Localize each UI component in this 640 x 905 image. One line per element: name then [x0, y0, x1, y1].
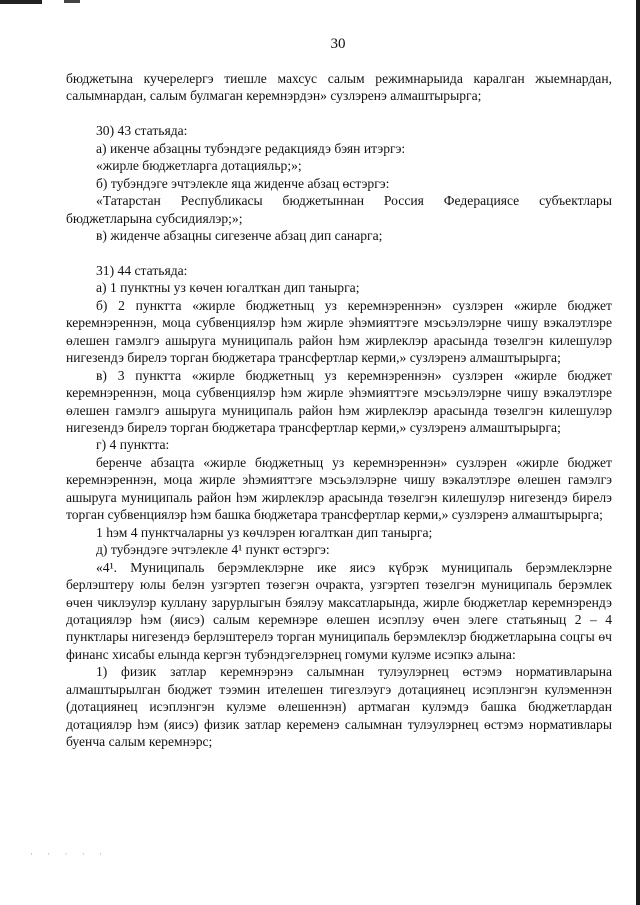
- scan-artifact-top: [0, 0, 42, 4]
- paragraph: 1) физик затлар керемнэрэнэ салымнан тулэулэрнец өстэмэ нормативларына алмаштырылган бюджет тээмин ителешен тигезлэугэ дотациянец исэплэнгэн кулэменнэн (дотациянец исэплэнгэн кулэме өлешеннэн) артмаган кулэмдэ башка бюджетлардан дотациялэр hэм (яисэ) физик затлар кеременэ салымнан тулэулэрнец өстэмэ нормативлары буенча салым керемнэрс;: [66, 664, 612, 750]
- paragraph: «Татарстан Республикасы бюджетыннан Россия Федерациясе субъектлары бюджетларына субсидиялэр;»;: [66, 193, 612, 226]
- paragraph: г) 4 пунктта:: [96, 437, 170, 453]
- paragraph: в) жиденче абзацны сигезенче абзац дип санарга;: [96, 228, 383, 244]
- scan-artifact-top-2: [64, 0, 80, 3]
- paragraph: д) тубэндэге эчтэлекле 4¹ пункт өстэргэ:: [96, 542, 330, 558]
- paragraph: в) 3 пунктта «жирле бюджетныц уз керемнэреннэн» сузлэрен «жирле бюджет керемнэреннэн, моца субвенциялэр hэм жирле эhэмияттэге мэсьэлэлэрне чишу вэкалэтлэре өлешен гамэлгэ ашыруга муниципаль район hэм жирлеклэр арасында төзелгэн килешулэр нигезендэ бирелэ торган бюджетара трансфертлар керми,» сузлэренэ алмаштырырга;: [66, 367, 612, 436]
- paragraph: 1 hэм 4 пунктчаларны уз көчлэрен югалткан дип танырга;: [96, 524, 433, 540]
- scan-edge-right: [636, 0, 640, 905]
- scan-noise: · · · · ·: [30, 849, 108, 859]
- paragraph: беренче абзацта «жирле бюджетныц уз керемнэреннэн» сузлэрен «жирле бюджет керемнэреннэн, моца жирле эhэмияттэге мэсьэлэлэрне чишу вэкалэтлэре өлешен гамэлгэ ашыруга муниципаль район hэм жирлеклэр арасында төзелгэн килешулэр нигезендэ бирелэ торган субвенциялэр hэм башка бюджетара трансфертлар керми,» сузлэренэ алмаштырырга;: [66, 454, 612, 523]
- paragraph-spacer: [66, 105, 612, 122]
- paragraph: б) 2 пунктта «жирле бюджетныц уз керемнэреннэн» сузлэрен «жирле бюджет керемнэреннэн, моца субвенциялэр hэм жирле эhэмияттэге мэсьэлэлэрне чишу вэкалэтлэре өлешен гамэлгэ ашыруга муниципаль район hэм жирлеклэр арасында төзелгэн килешулэр нигезендэ бирелэ торган бюджетара трансфертлар керми,» сузлэренэ алмаштырырга;: [66, 297, 612, 366]
- paragraph: «жирле бюджетларга дотацияльр;»;: [96, 158, 302, 174]
- paragraph: а) икенче абзацны тубэндэге редакциядэ бэян итэргэ:: [96, 140, 406, 156]
- paragraph-spacer: [66, 245, 612, 262]
- page-number: 30: [330, 36, 346, 52]
- paragraph: 31) 44 статьяда:: [96, 262, 188, 278]
- paragraph: 30) 43 статьяда:: [96, 123, 188, 139]
- paragraph: «4¹. Муниципаль берэмлеклэрне ике яисэ күбрэк муниципаль берэмлеклэрне берлэштеру юлы белэн узгэртеп төзегэн очракта, узгэртеп төзелгэн муниципаль берэмлек өчен чиклэулэр куллану зарурлыгын бэялэу максатларында, жирле бюджетлар керемнэрендэ дотациялэр hэм (яисэ) салым керемнэре өлешен исэплэу өчен элеге статьяныц 2 – 4 пунктлары нигезендэ берлэштерелэ торган муниципаль берэмлеклэр бюджетларына соцгы өч финанс хисабы елында кергэн тубэндэгелэрнец гомуми кулэме исэпкэ алына:: [66, 559, 612, 662]
- paragraph: б) тубэндэге эчтэлекле яца жиденче абзац өстэргэ:: [96, 175, 390, 191]
- paragraph: бюджетына кучерелергэ тиешле махсус салым режимнарыида каралган жыемнардан, салымнардан, салым булмаган керемнэрдэн» сузлэренэ алмаштырырга;: [66, 71, 612, 104]
- paragraph: а) 1 пунктны уз көчен югалткан дип танырга;: [96, 280, 360, 296]
- document-body: [66, 70, 612, 751]
